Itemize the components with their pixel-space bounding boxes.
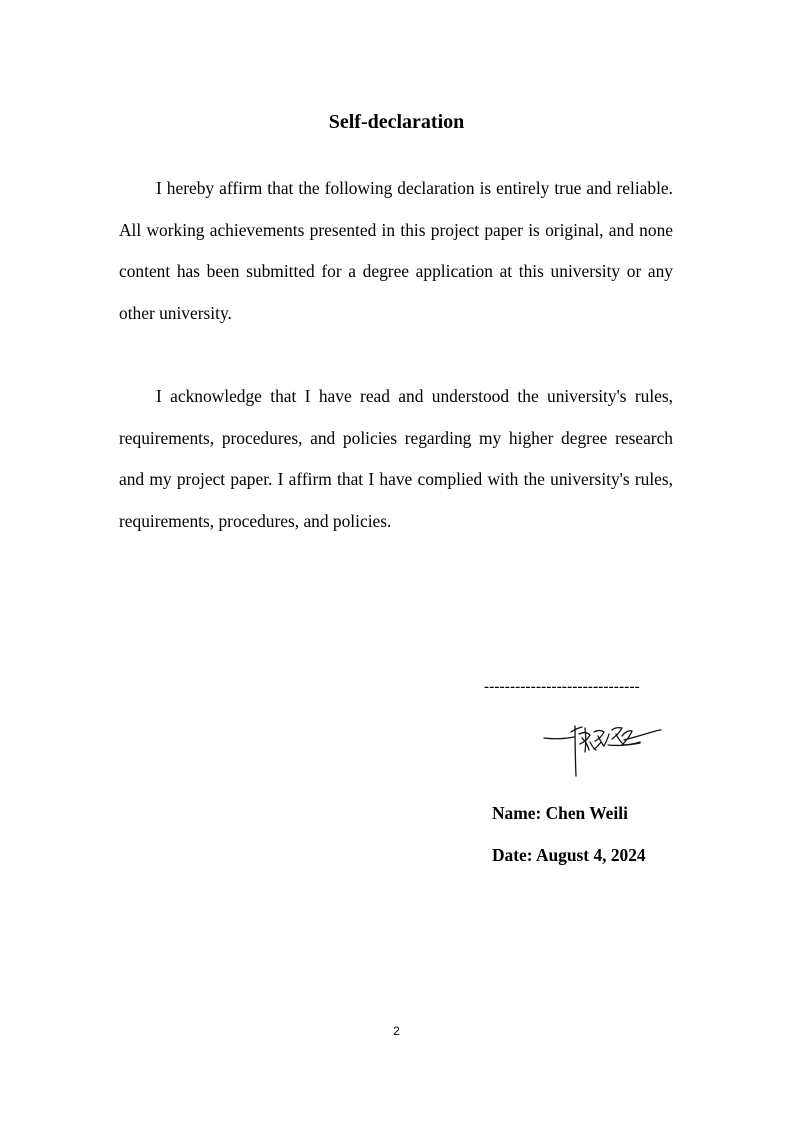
page-number: 2 — [393, 1024, 400, 1038]
page-title: Self-declaration — [328, 111, 465, 133]
signature-line: ------------------------------ — [484, 679, 640, 695]
declaration-paragraph-2: I acknowledge that I have read and understood the university's rules, requirements, procedures, and policies regarding my higher degree research and my project paper. I affirm that I have complied with the university's rules, requirements, procedures, and policies. — [119, 386, 673, 532]
handwritten-signature — [538, 708, 663, 780]
declaration-paragraph-1: I hereby affirm that the following declaration is entirely true and reliable. All working achievements presented in this project paper is original, and none content has been submitted for a degree application at this university or any other university. — [119, 178, 673, 324]
signatory-name: Name: Chen Weili — [492, 803, 628, 823]
declaration-date: Date: August 4, 2024 — [492, 845, 646, 865]
